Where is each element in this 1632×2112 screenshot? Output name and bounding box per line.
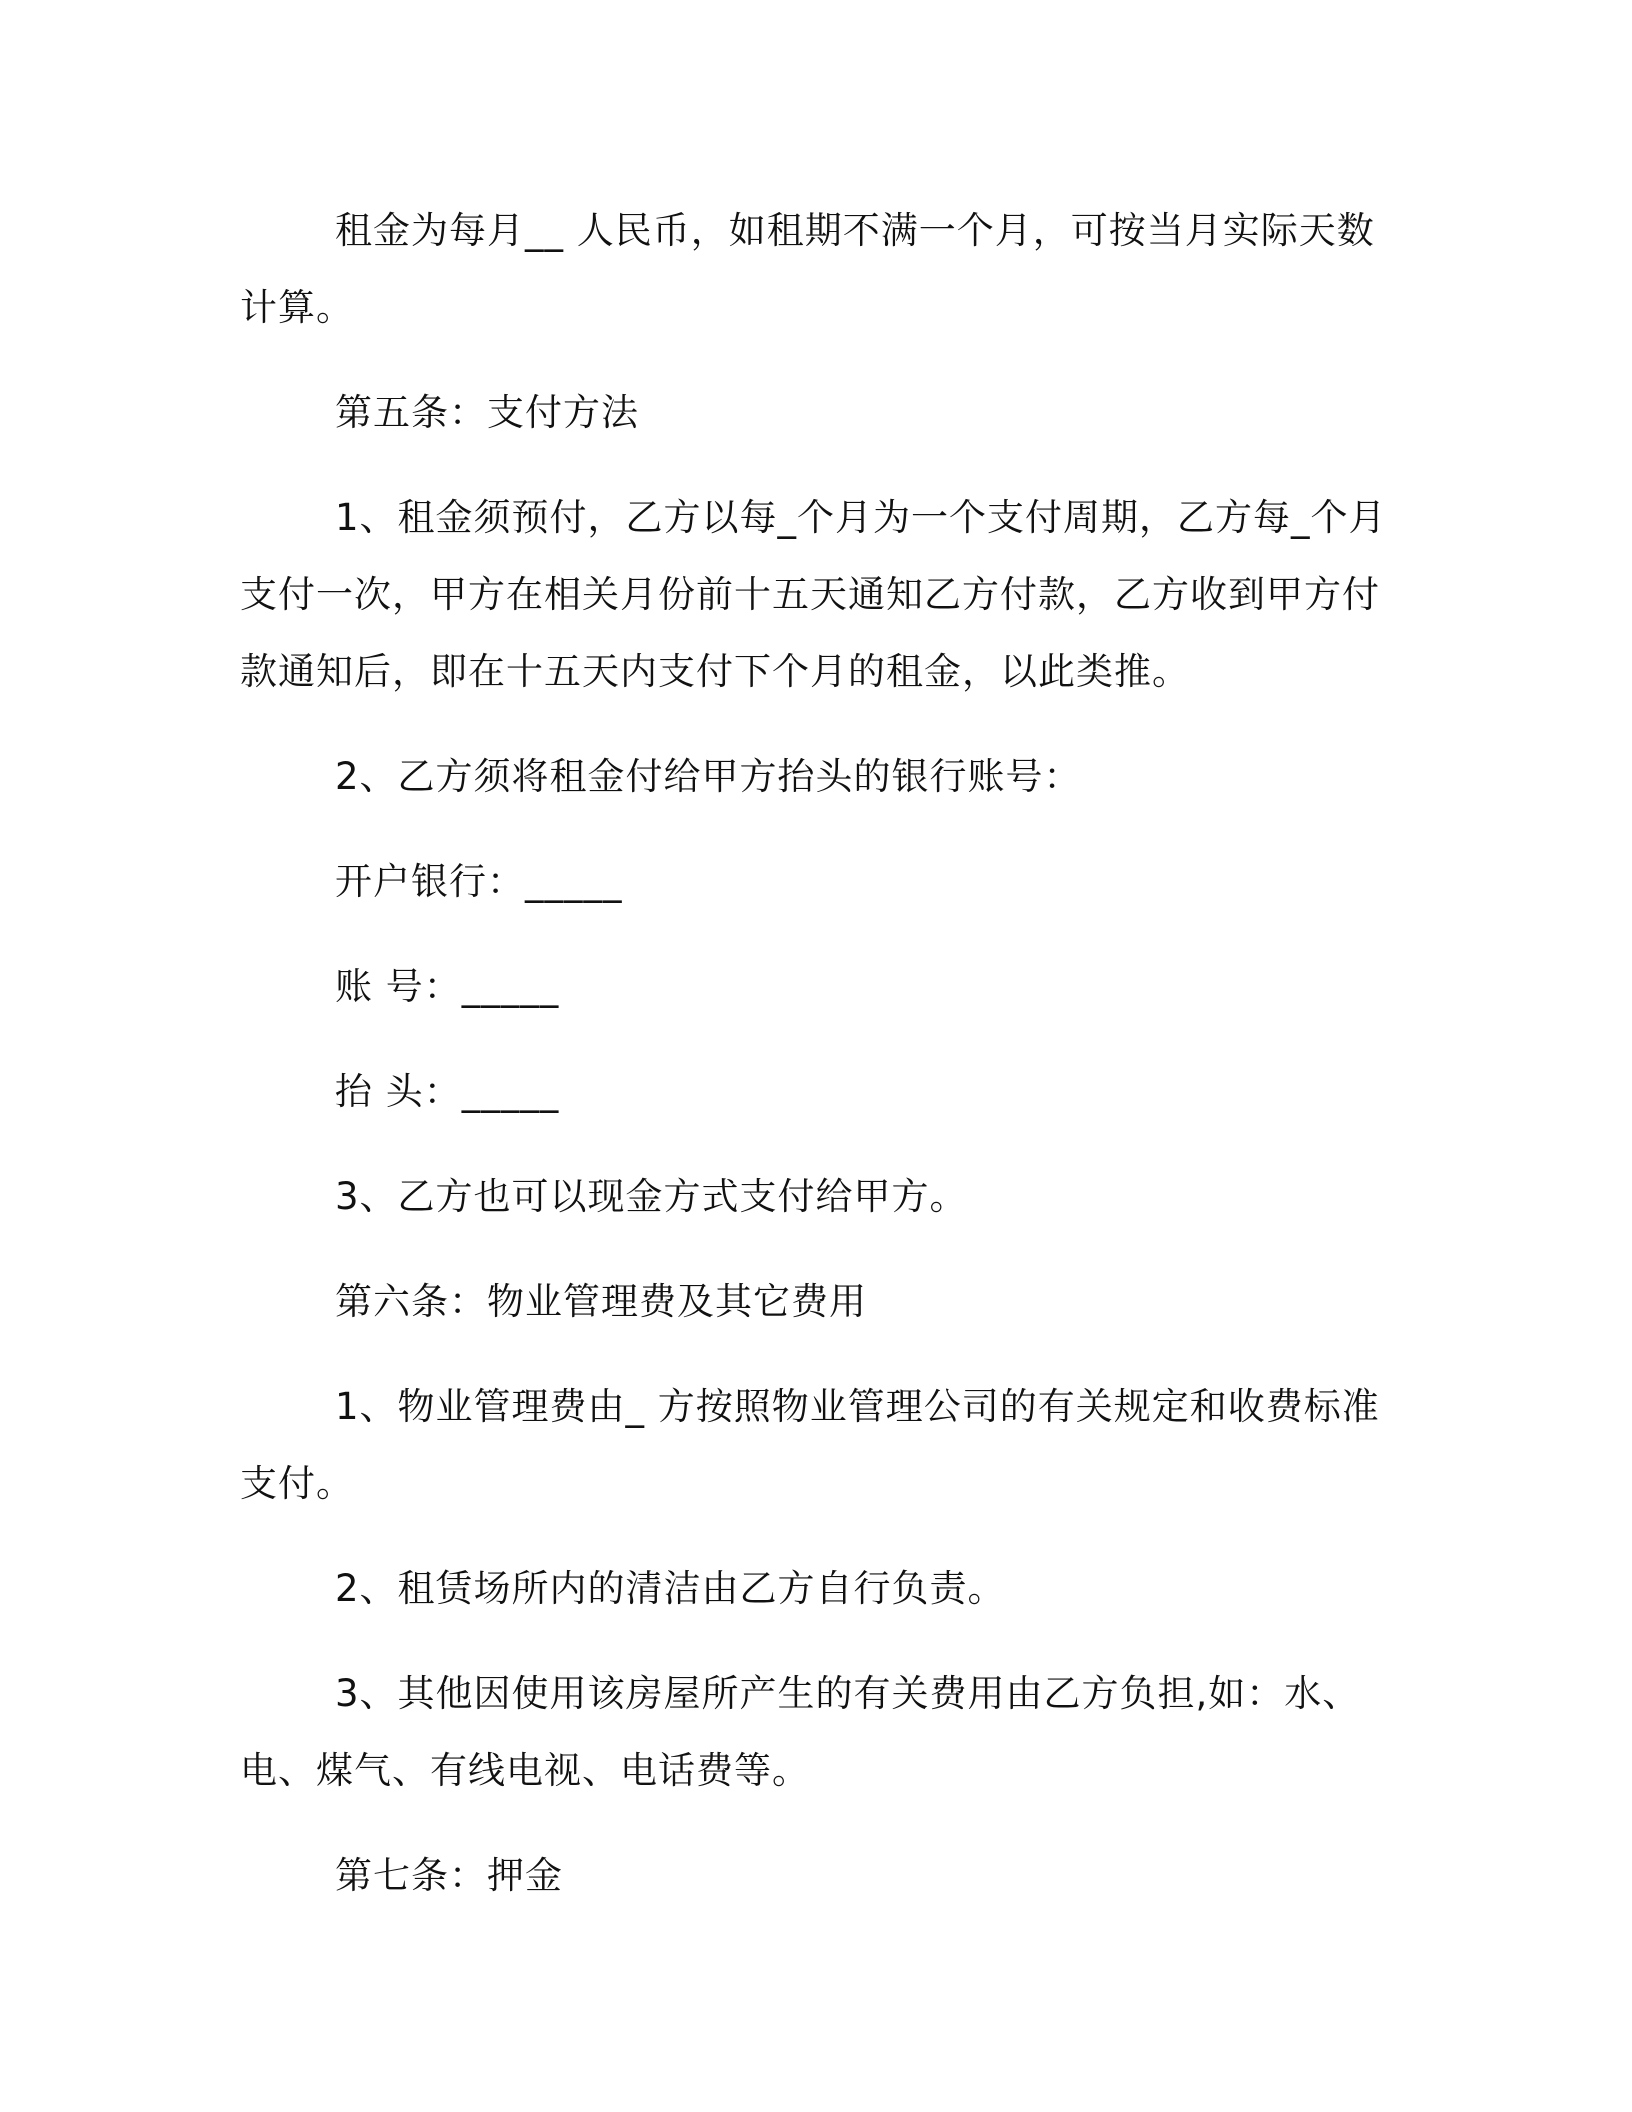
fees-clause-2: 2、租赁场所内的清洁由乙方自行负责。	[335, 1567, 1006, 1610]
payment-clause-2: 2、乙方须将租金付给甲方抬头的银行账号：	[335, 755, 1082, 798]
document-body	[240, 192, 1390, 1914]
article-7-heading: 第七条：押金	[335, 1854, 563, 1897]
fees-clause-1: 1、物业管理费由_ 方按照物业管理公司的有关规定和收费标准支付。	[240, 1385, 1380, 1505]
article-5-heading: 第五条：支付方法	[335, 391, 639, 434]
account-holder-field: 抬 头：_____	[335, 1070, 560, 1113]
payment-clause-3: 3、乙方也可以现金方式支付给甲方。	[335, 1175, 968, 1218]
bank-name-field: 开户银行：_____	[335, 860, 623, 903]
payment-clause-1: 1、租金须预付，乙方以每_个月为一个支付周期，乙方每_个月支付一次，甲方在相关月份前十五天通知乙方付款，乙方收到甲方付款通知后，即在十五天内支付下个月的租金，以此类推。	[240, 496, 1387, 693]
account-number-field: 账 号：_____	[335, 965, 560, 1008]
article-6-heading: 第六条：物业管理费及其它费用	[335, 1280, 867, 1323]
rent-amount-paragraph: 租金为每月__ 人民币，如租期不满一个月，可按当月实际天数计算。	[240, 209, 1375, 329]
fees-clause-3: 3、其他因使用该房屋所产生的有关费用由乙方负担,如：水、电、煤气、有线电视、电话费等。	[240, 1672, 1361, 1792]
